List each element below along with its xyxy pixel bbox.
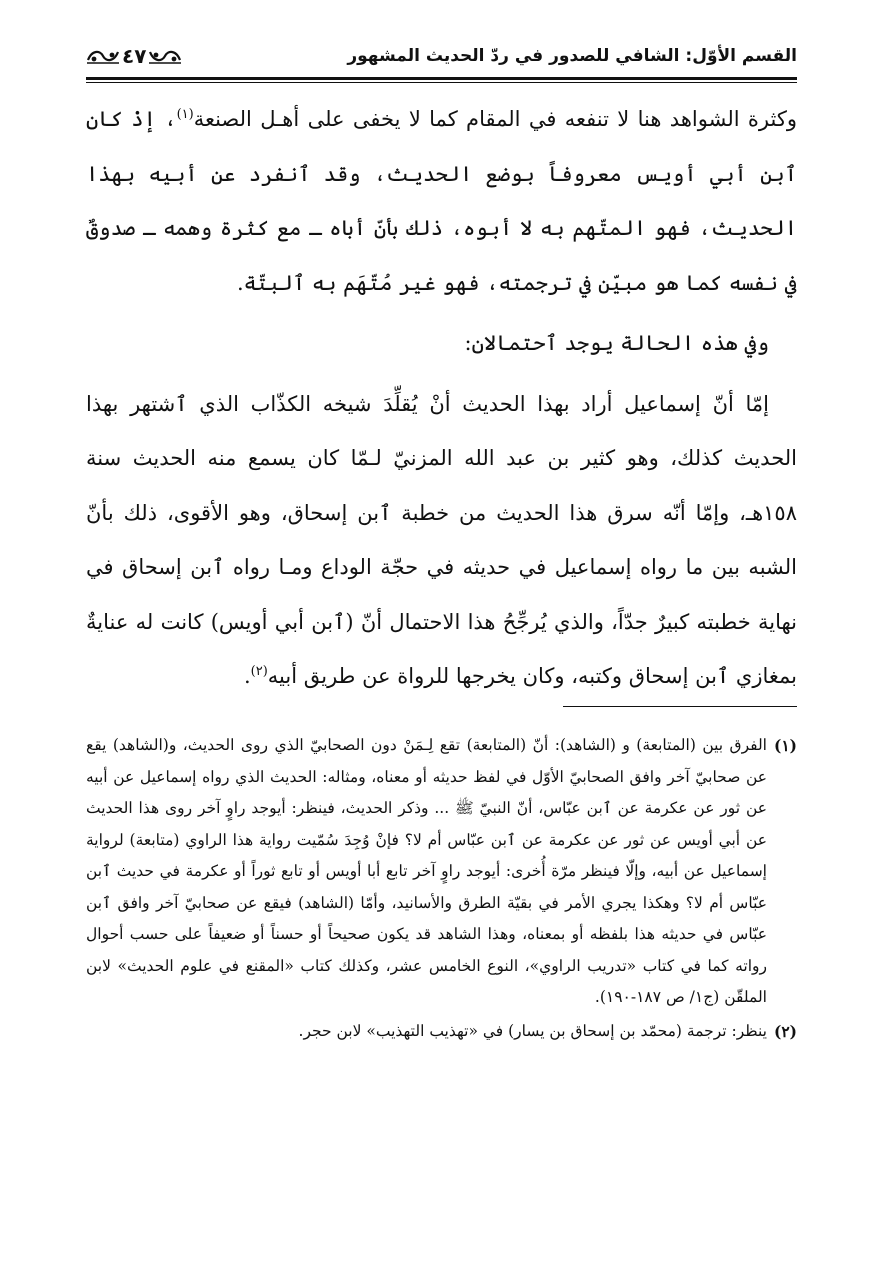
main-text bbox=[86, 92, 797, 704]
footnote-2-text: ينظر: ترجمة (محمّد بن إسحاق بن يسار) في «تهذيب التهذيب» لابن حجر. bbox=[298, 1021, 767, 1040]
page-number: ٤٧ bbox=[122, 44, 147, 68]
footnotes bbox=[86, 730, 797, 1047]
footnote-separator bbox=[563, 706, 797, 707]
paragraph-2: وفي هذه الحالة يوجد ٱحتمالان: bbox=[464, 331, 769, 355]
footnote-1-marker: (١) bbox=[773, 736, 797, 755]
paragraph-3 bbox=[86, 377, 797, 704]
footnote-1 bbox=[86, 730, 797, 1014]
footnote-1-text: الفرق بين (المتابعة) و (الشاهد): أنّ (المتابعة) تقع لِـمَنْ دون الصحابيّ الذي روى الحديث، و(الشاهد) يقع عن صحابيّ آخر وافق الصحابيّ الأوّل في لفظ حديثه أو معناه، ومثاله: الحديث الذي رواه إسماعيل عن أبيه عن ثور عن عكرمة عن ٱبن عبّاس، أنّ النبيّ ﷺ ... وذكر الحديث، فينظر: أيوجد راوٍ آخر روى هذا الحديث عن أبي أويس عن ثور عن عكرمة عن ٱبن عبّاس أم لا؟ فإنْ وُجِدَ سُمّيت رواية هذا الراوي (متابعة) لرواية إسماعيل عن أبيه، وإلّا فينظر مرّة أُخرى: أيوجد راوٍ آخر تابع أبا أويس أو تابع ثوراً أو عكرمة في حديث ٱبن عبّاس أم لا؟ وهكذا يجري الأمر في بقيّة الطرق والأسانيد، وأمّا (الشاهد) فيقع عن صحابيّ آخر وافق ٱبن عبّاس في حديثه هذا بلفظه أو بمعناه، وهذا الشاهد قد يكون صحيحاً أو حسناً أو ضعيفاً على حسب أحوال رواته كما في كتاب «تدريب الراوي»، النوع الخامس عشر، وكذلك كتاب «المقنع في علوم الحديث» لابن الملقّن (ج١/ ص ١٨٧-١٩٠). bbox=[86, 736, 767, 1006]
footnote-ref-1[interactable]: (١) bbox=[176, 107, 194, 122]
running-header bbox=[86, 36, 797, 76]
running-header-title: القسم الأوّل: الشافي للصدور في ردّ الحديث المشهور bbox=[347, 46, 797, 66]
paragraph-1-text-a: وكثرة الشواهد هنا لا تنفعه في المقام كما لا يخفى على أهـل الصنعة bbox=[193, 107, 797, 131]
paragraph-1-text-b: ، إذْ كان ٱبن أبي أويس معروفاً بوضع الحديث، وقد ٱنفرد عن أبيه بهذا الحديث، فهو المتّهم به لا أبوه، ذلك بأنّ أباه ـ مع كثرة وهمه ـ صدوقٌ في نفسه كما هو مبيّن في ترجمته، فهو غير مُتّهَم به ٱلبتّة. bbox=[86, 107, 797, 295]
footnote-ref-2[interactable]: (٢) bbox=[250, 664, 268, 679]
paragraph-1 bbox=[86, 92, 797, 310]
paragraph-3-text-a: إمّا أنّ إسماعيل أراد بهذا الحديث أنْ يُقلِّدَ شيخه الكذّاب الذي ٱشتهر بهذا الحديث كذلك، وهو كثير بن عبد الله المزنيّ لـمّا كان يسمع منه الحديث سنة ١٥٨هـ، وإمّا أنّه سرق هذا الحديث من خطبة ٱبن إسحاق، وهو الأقوى، ذلك بأنّ الشبه بين ما رواه إسماعيل في حديثه في حجّة الوداع ومـا رواه ٱبن إسحاق في نهاية خطبته كبيرٌ جدّاً، والذي يُرجِّحُ هذا الاحتمال أنّ (ٱبن أبي أويس) كانت له عنايةٌ بمغازي ٱبن إسحاق وكتبه، وكان يخرجها للرواة عن طريق أبيه bbox=[86, 391, 797, 688]
left-ornament-icon bbox=[86, 47, 120, 65]
header-rule bbox=[86, 77, 797, 80]
right-ornament-icon bbox=[148, 47, 182, 65]
footnote-2-marker: (٢) bbox=[773, 1021, 797, 1041]
header-rule-thin bbox=[86, 82, 797, 83]
footnote-2 bbox=[86, 1016, 797, 1048]
page-number-block bbox=[86, 44, 182, 68]
paragraph-3-text-b: . bbox=[243, 664, 251, 688]
